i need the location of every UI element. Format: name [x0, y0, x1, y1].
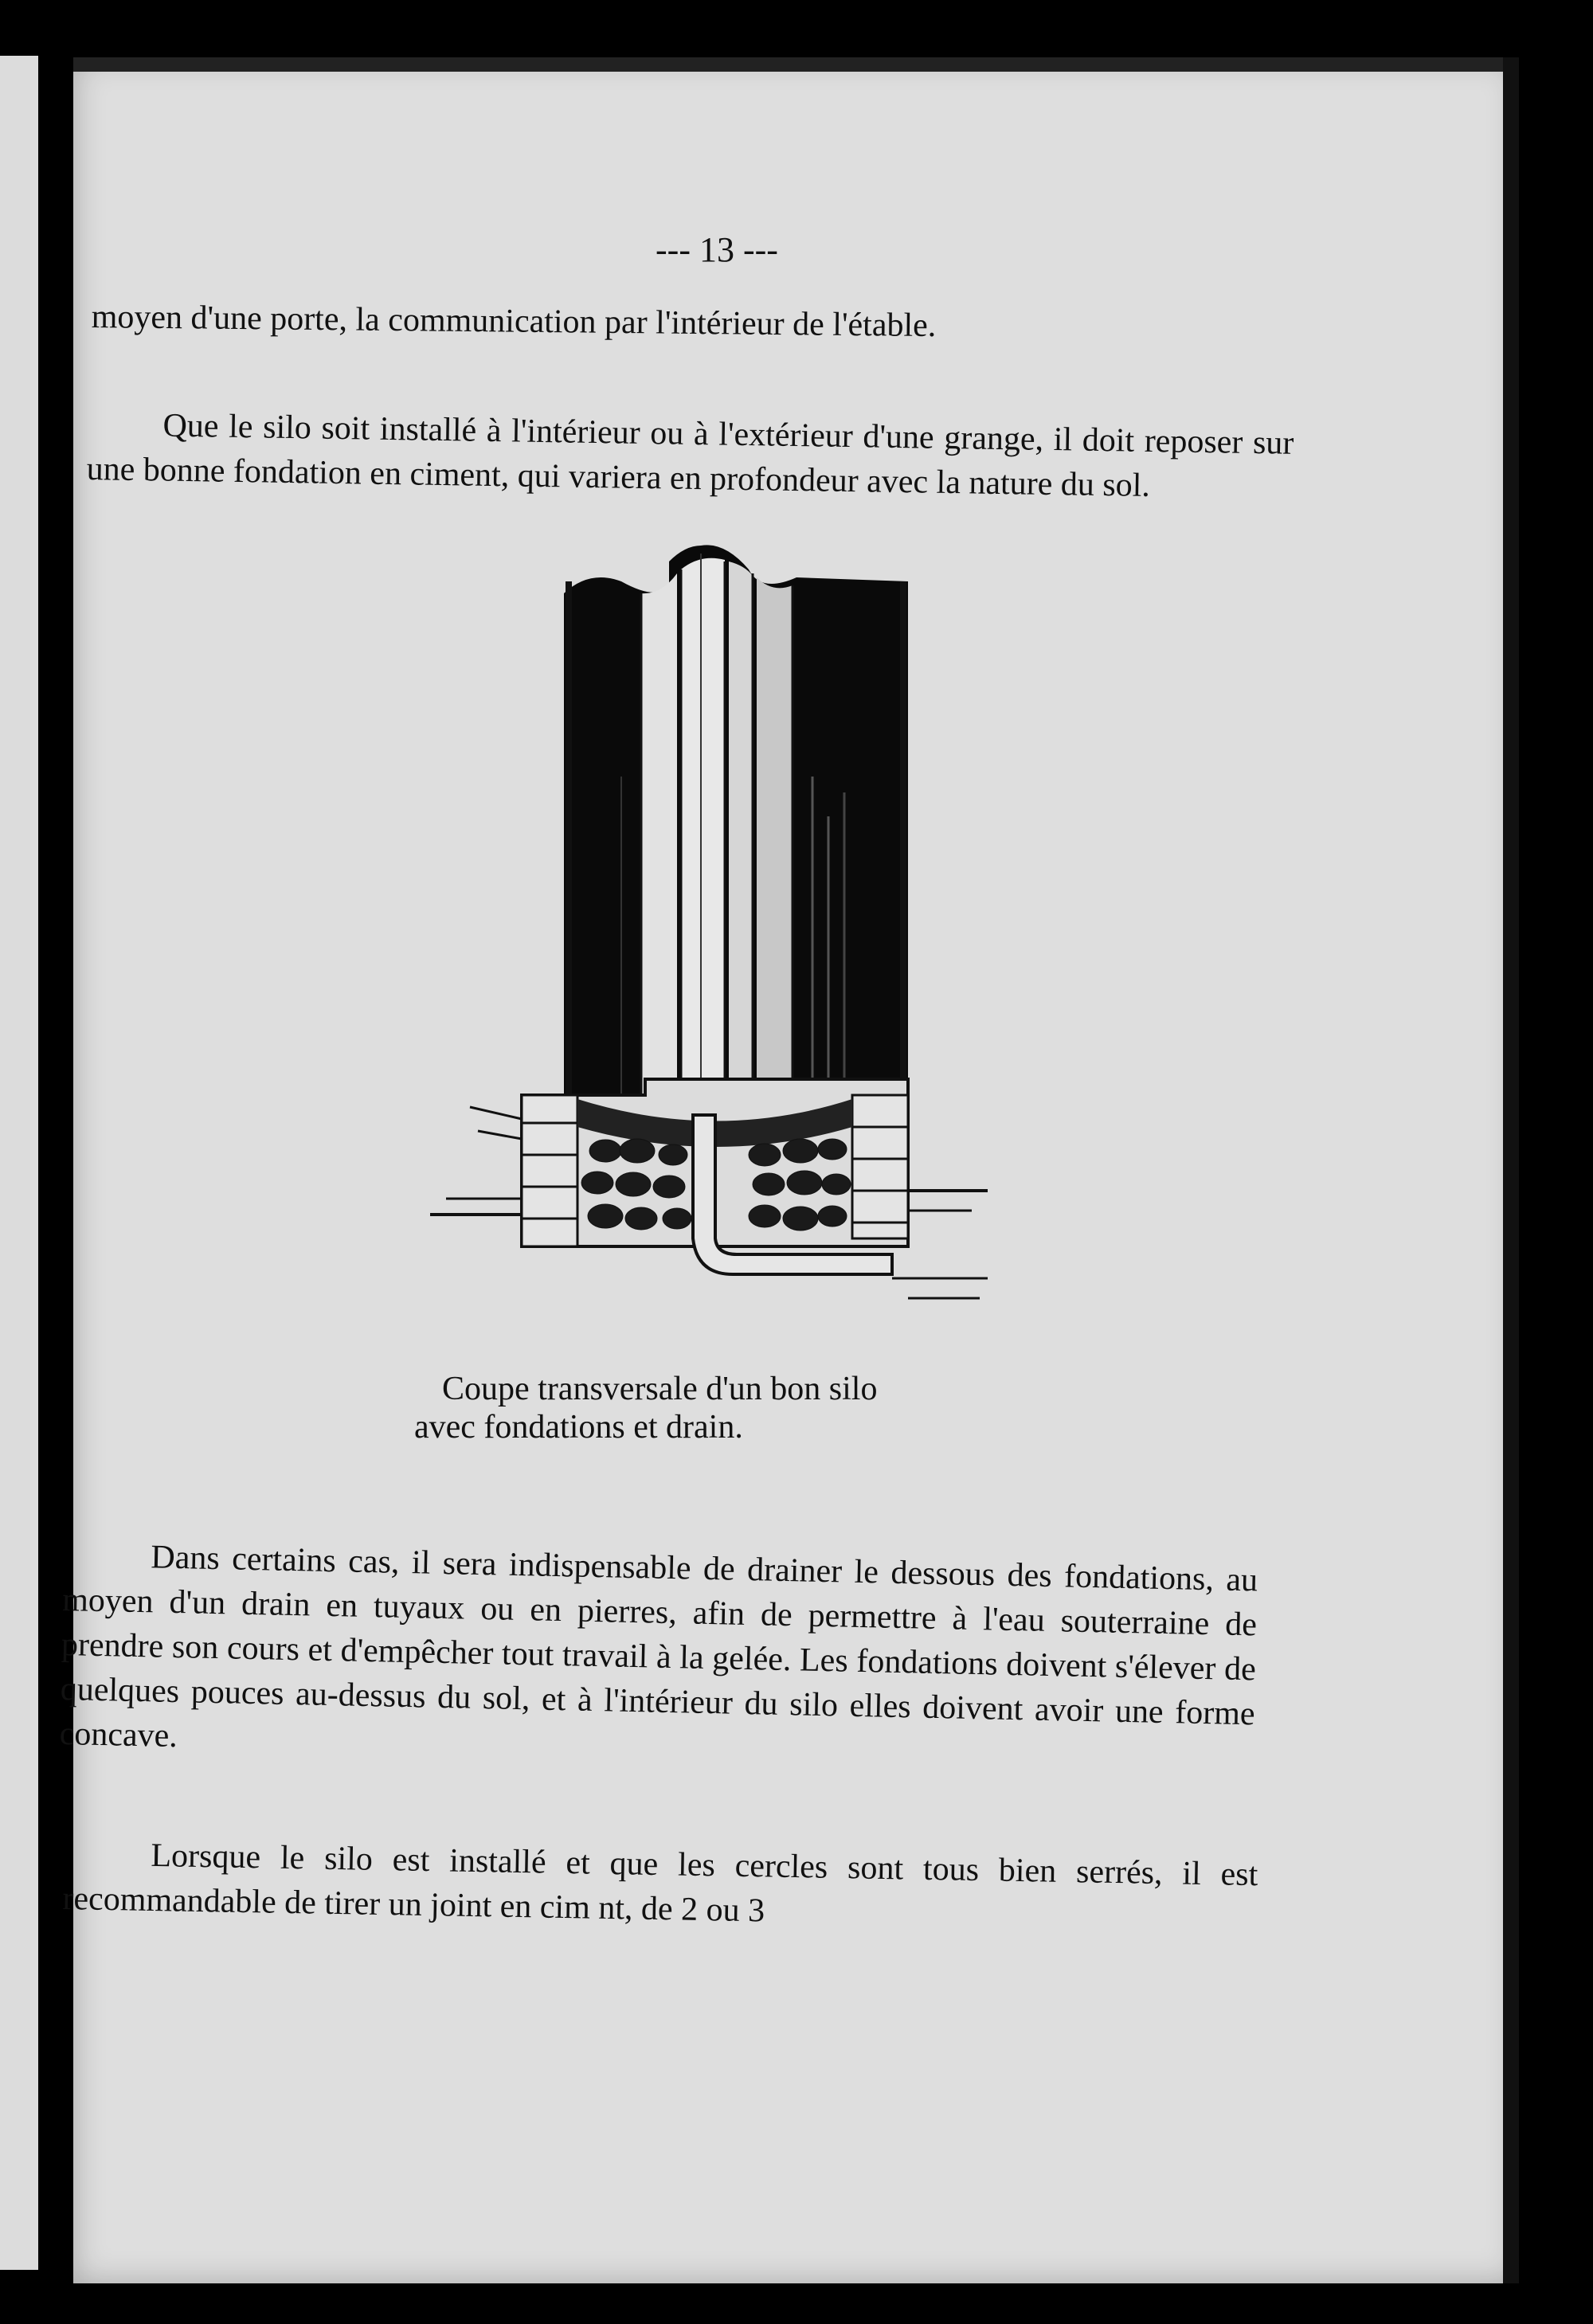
paragraph-2: Que le silo soit installé à l'intérieur ou à l'extérieur d'une grange, il doit reposer sur une bonne fondation en ciment, qui variera en profondeur avec la nature du sol. [86, 407, 1294, 504]
paragraph-4: Lorsque le silo est installé et que les cercles sont tous bien serrés, il est recommandable de tirer un joint en cim nt, de 2 ou 3 [62, 1837, 1258, 1930]
silo-body [564, 545, 908, 1115]
caption-line-2: avec fondations et drain. [414, 1409, 743, 1446]
page-right-edge [1503, 57, 1519, 2283]
page-top-edge [73, 57, 1519, 72]
figure-caption [342, 1370, 980, 1446]
silo-cross-section-illustration [350, 538, 1020, 1342]
paragraph-1: moyen d'une porte, la communication par l'intérieur de l'étable. [91, 298, 937, 345]
caption-line-1: Coupe transversale d'un bon silo [442, 1371, 878, 1407]
foundation [430, 1079, 988, 1298]
page-number: --- 13 --- [656, 230, 778, 269]
adjacent-page-edge [0, 56, 38, 2270]
paragraph-3: Dans certains cas, il sera indispensable de drainer le dessous des fondations, au moyen d'un drain en tuyaux ou en pierres, afin de permettre à l'eau souterraine de prendre son cours et d'empêcher tout travail à la gelée. Les fondations doivent s'élever de quelques pouces au-dessus du sol, et à l'intérieur du silo elles doivent avoir une forme concave. [59, 1539, 1258, 1755]
